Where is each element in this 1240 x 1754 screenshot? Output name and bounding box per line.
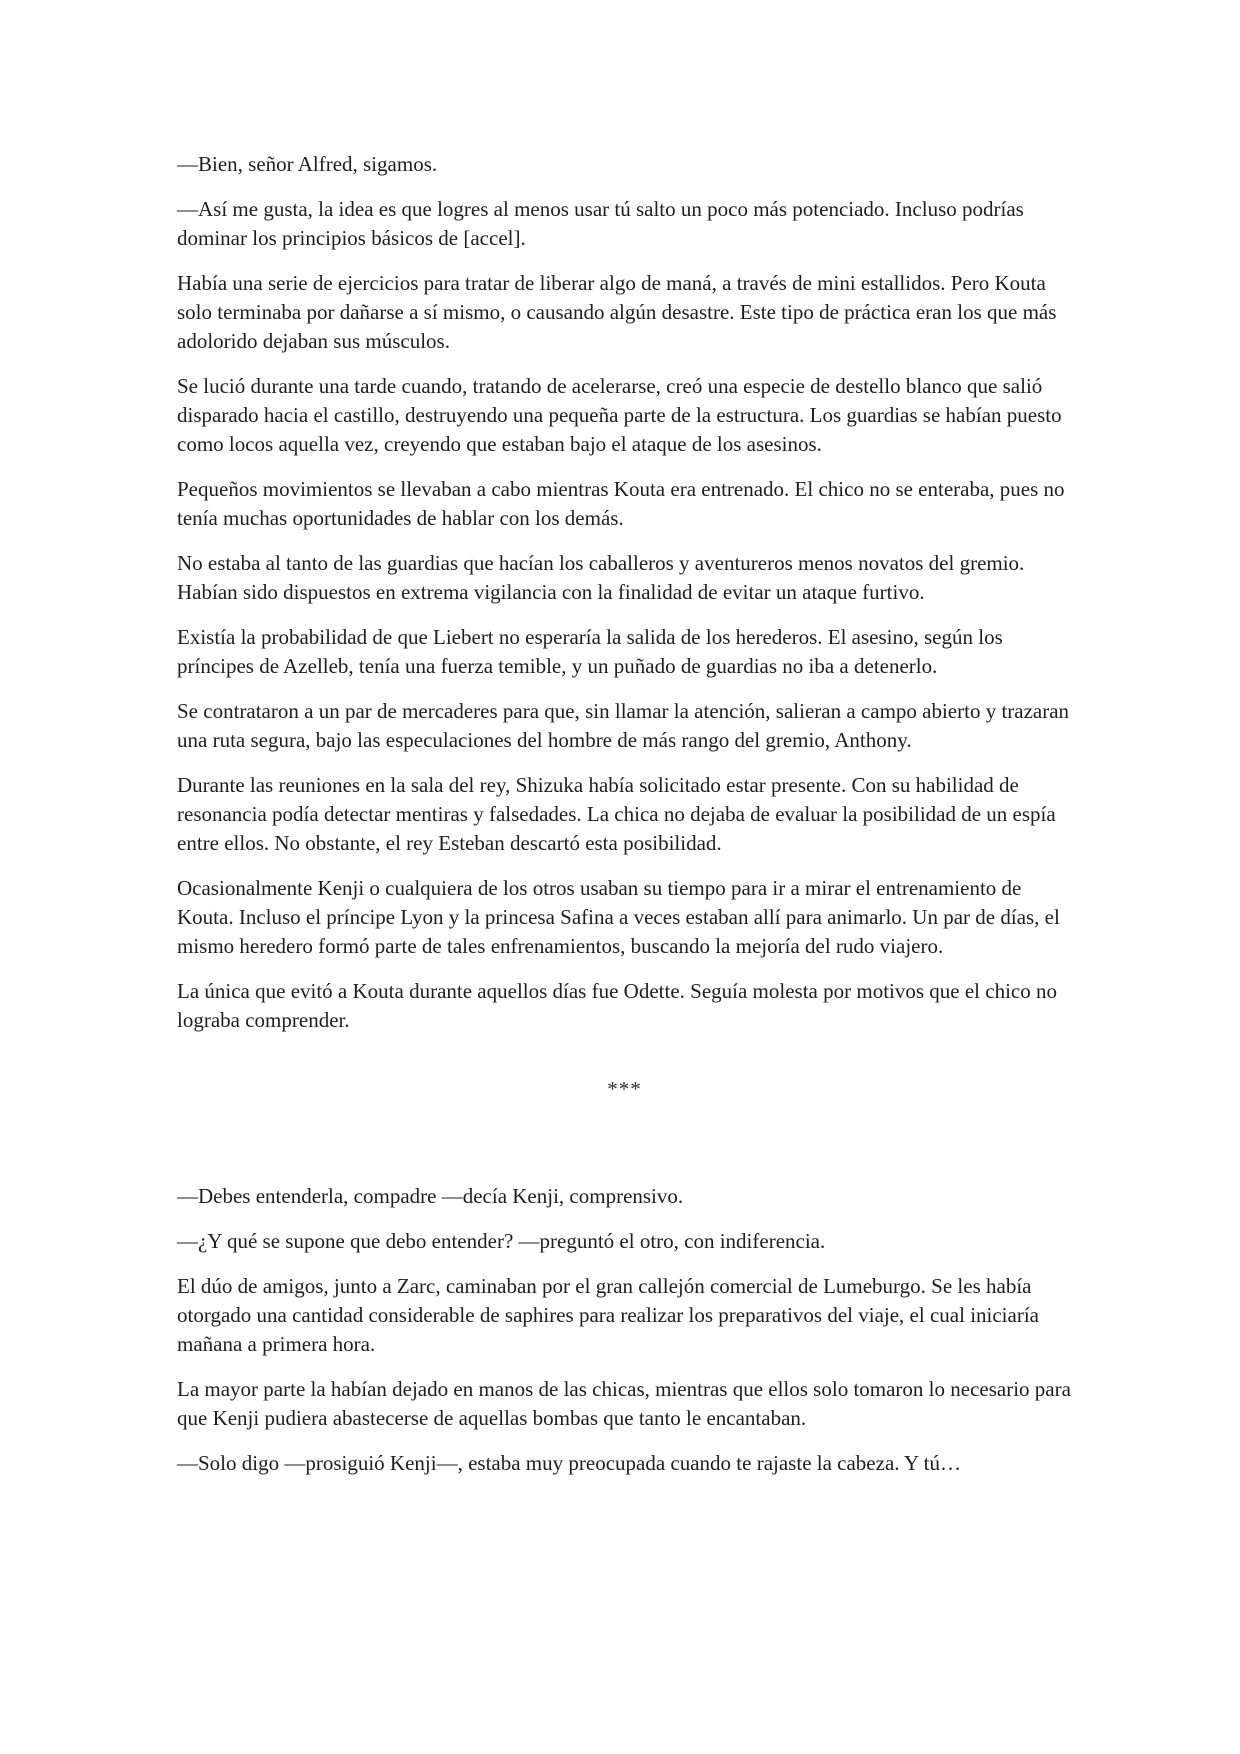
scene-break: *** <box>607 1077 642 1101</box>
paragraph: —Así me gusta, la idea es que logres al menos usar tú salto un poco más potenciado. Incluso podrías dominar los principios básicos de [accel]. <box>177 197 1024 250</box>
paragraph: Se contrataron a un par de mercaderes para que, sin llamar la atención, salieran a campo abierto y trazaran una ruta segura, bajo las especulaciones del hombre de más rango del gremio, Anthony. <box>177 699 1070 752</box>
paragraph: La única que evitó a Kouta durante aquellos días fue Odette. Seguía molesta por motivos que el chico no lograba comprender. <box>177 979 1057 1032</box>
paragraph: Se lució durante una tarde cuando, tratando de acelerarse, creó una especie de destello blanco que salió disparado hacia el castillo, destruyendo una pequeña parte de la estructura. Los guardias se habían puesto como locos aquella vez, creyendo que estaban bajo el ataque de los asesinos. <box>177 374 1062 456</box>
paragraph: Durante las reuniones en la sala del rey, Shizuka había solicitado estar presente. Con su habilidad de resonancia podía detectar mentiras y falsedades. La chica no dejaba de evaluar la posibilidad de un espía entre ellos. No obstante, el rey Esteban descartó esta posibilidad. <box>177 773 1056 855</box>
paragraph: —Bien, señor Alfred, sigamos. <box>177 152 438 176</box>
paragraph: —¿Y qué se supone que debo entender? —preguntó el otro, con indiferencia. <box>177 1229 826 1253</box>
paragraph: Ocasionalmente Kenji o cualquiera de los otros usaban su tiempo para ir a mirar el entrenamiento de Kouta. Incluso el príncipe Lyon y la princesa Safina a veces estaban allí para animarlo. Un par de días, el mismo heredero formó parte de tales enfrenamientos, buscando la mejoría del rudo viajero. <box>177 876 1060 958</box>
paragraph: El dúo de amigos, junto a Zarc, caminaban por el gran callejón comercial de Lumeburgo. Se les había otorgado una cantidad considerable de saphires para realizar los preparativos del viaje, el cual iniciaría mañana a primera hora. <box>177 1274 1039 1356</box>
document-page <box>177 150 1072 1494</box>
paragraph: Pequeños movimientos se llevaban a cabo mientras Kouta era entrenado. El chico no se enteraba, pues no tenía muchas oportunidades de hablar con los demás. <box>177 477 1065 530</box>
paragraph: Había una serie de ejercicios para tratar de liberar algo de maná, a través de mini estallidos. Pero Kouta solo terminaba por dañarse a sí mismo, o causando algún desastre. Este tipo de práctica eran los que más adolorido dejaban sus músculos. <box>177 271 1057 353</box>
paragraph: La mayor parte la habían dejado en manos de las chicas, mientras que ellos solo tomaron lo necesario para que Kenji pudiera abastecerse de aquellas bombas que tanto le encantaban. <box>177 1377 1071 1430</box>
paragraph: Existía la probabilidad de que Liebert no esperaría la salida de los herederos. El asesino, según los príncipes de Azelleb, tenía una fuerza temible, y un puñado de guardias no iba a detenerlo. <box>177 625 1003 678</box>
paragraph: —Solo digo —prosiguió Kenji—, estaba muy preocupada cuando te rajaste la cabeza. Y tú… <box>177 1451 961 1475</box>
paragraph: No estaba al tanto de las guardias que hacían los caballeros y aventureros menos novatos del gremio. Habían sido dispuestos en extrema vigilancia con la finalidad de evitar un ataque furtivo. <box>177 551 1025 604</box>
paragraph: —Debes entenderla, compadre —decía Kenji, comprensivo. <box>177 1184 684 1208</box>
